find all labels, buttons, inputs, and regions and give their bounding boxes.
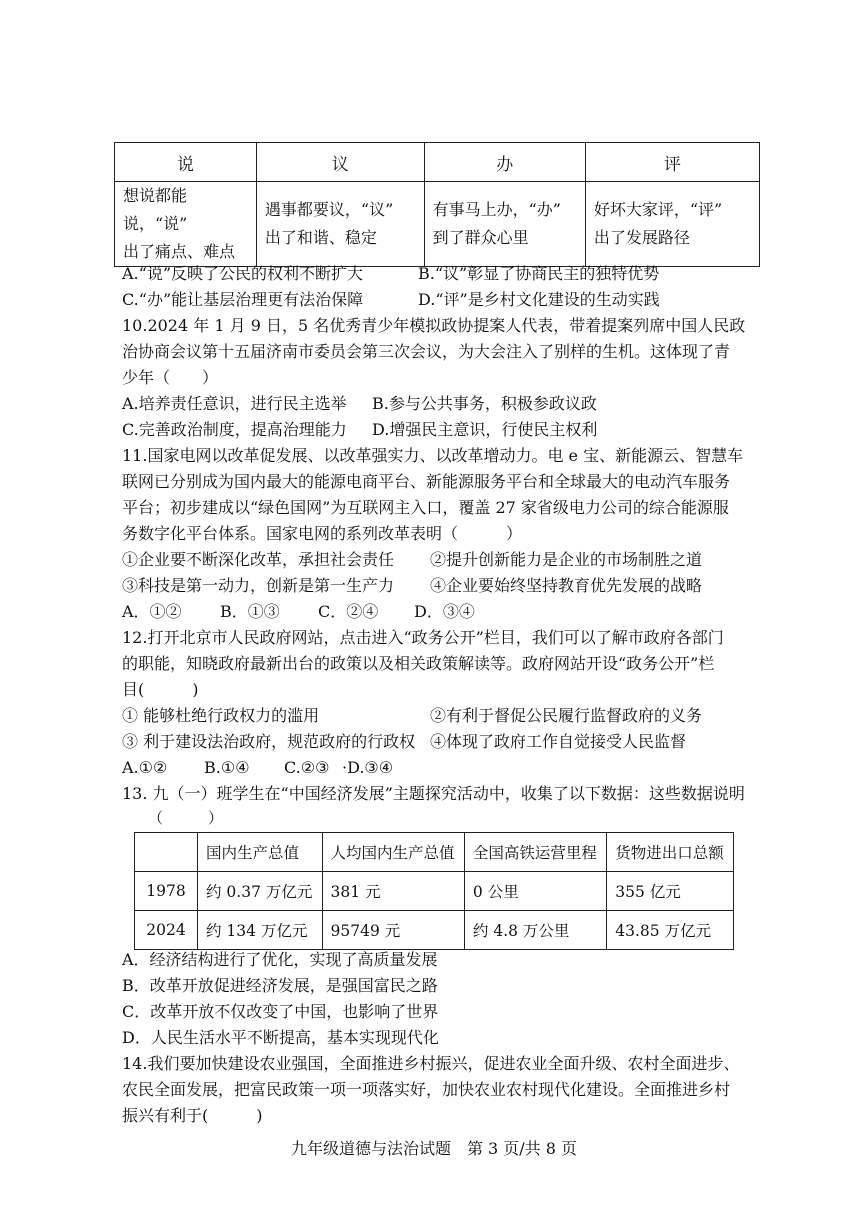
q9-option-c: C.“办”能让基层治理更有法治保障 (122, 290, 364, 309)
q12-option-d: ·D.③④ (342, 758, 394, 777)
table-cell: 约 0.37 万亿元 (198, 872, 323, 911)
q11-stem-line: 联网已分别成为国内最大的能源电商平台、新能源服务平台和全球最大的电动汽车服务 (122, 472, 731, 491)
q11-statement-3: ③科技是第一动力，创新是第一生产力 (122, 576, 395, 595)
table-cell (424, 182, 585, 267)
cell-line: 有事马上办，“办” (432, 200, 561, 219)
q10-stem-line: 少年（ ） (122, 368, 219, 387)
q10-option-a: A.培养责任意识，进行民主选举 (122, 394, 347, 413)
q12-option-a: A.①② (122, 758, 168, 777)
table-header-cell: 全国高铁运营里程 (464, 833, 606, 872)
table-header-cell: 人均国内生产总值 (322, 833, 464, 872)
table-header-cell: 国内生产总值 (198, 833, 323, 872)
q10-stem-line: 10.2024 年 1 月 9 日，5 名优秀青少年模拟政协提案人代表，带着提案列席中国人民政 (122, 316, 746, 335)
table-cell: 355 亿元 (607, 872, 734, 911)
q13-option-c: C．改革开放不仅改变了中国，也影响了世界 (122, 1002, 439, 1021)
q11-stem-line: 11.国家电网以改革促发展、以改革强实力、以改革增动力。电 e 宝、新能源云、智慧车 (122, 446, 744, 465)
q9-option-d: D.“评”是乡村文化建设的生动实践 (418, 290, 660, 309)
q13-stem-line: 13. 九（一）班学生在“中国经济发展”主题探究活动中，收集了以下数据：这些数据说明 (122, 784, 745, 803)
q12-statement-2: ②有利于督促公民履行监督政府的义务 (430, 706, 703, 725)
q12-option-b: B.①④ (204, 758, 250, 777)
q12-statement-3: ③ 利于建设法治政府，规范政府的行政权 (122, 732, 416, 751)
cell-line: 想说都能说，“说” (123, 186, 188, 233)
table-cell (256, 182, 424, 267)
q14-stem-line: 振兴有利于( ) (122, 1106, 263, 1125)
table-cell: 95749 元 (322, 911, 464, 950)
q13-answer-blank: （ ） (148, 809, 224, 827)
table-cell (585, 182, 759, 267)
q9-option-b: B.“议”彰显了协商民主的独特优势 (418, 264, 660, 283)
q10-option-c: C.完善政治制度，提高治理能力 (122, 420, 347, 439)
q11-option-c: C．②④ (318, 602, 379, 621)
q12-stem-line: 目( ) (122, 680, 199, 699)
table-header-cell: 办 (424, 143, 585, 182)
q9-option-a: A.“说”反映了公民的权利不断扩大 (122, 264, 364, 283)
table-cell (115, 182, 257, 267)
q12-stem-line: 的职能，知晓政府最新出台的政策以及相关政策解读等。政府网站开设“政务公开”栏 (122, 654, 715, 673)
table-cell: 约 4.8 万公里 (464, 911, 606, 950)
q10-stem-line: 治协商会议第十五届济南市委员会第三次会议，为大会注入了别样的生机。这体现了青 (122, 342, 731, 361)
page-footer: 九年级道德与法治试题 第 3 页/共 8 页 (290, 1139, 578, 1158)
table-header-cell: 说 (115, 143, 257, 182)
table-cell: 2024 (135, 911, 198, 950)
table-row (135, 872, 734, 911)
table-cell: 43.85 万亿元 (607, 911, 734, 950)
q14-stem-line: 14.我们要加快建设农业强国，全面推进乡村振兴，促进农业全面升级、农村全面进步、 (122, 1054, 740, 1073)
table-header-cell (135, 833, 198, 872)
table-header-cell: 货物进出口总额 (607, 833, 734, 872)
say-discuss-do-evaluate-table (114, 142, 760, 267)
q12-option-c: C.②③ (284, 758, 330, 777)
table-header-cell: 议 (256, 143, 424, 182)
q13-option-a: A．经济结构进行了优化，实现了高质量发展 (122, 950, 438, 969)
q12-stem-line: 12.打开北京市人民政府网站，点击进入“政务公开”栏目，我们可以了解市政府各部门 (122, 628, 724, 647)
economic-data-table (134, 832, 734, 950)
table-row (135, 911, 734, 950)
table-cell: 0 公里 (464, 872, 606, 911)
q13-option-d: D．人民生活水平不断提高，基本实现现代化 (122, 1028, 439, 1047)
cell-line: 遇事都要议，“议” (264, 200, 394, 219)
q11-option-b: B．①③ (220, 602, 280, 621)
q11-stem-line: 平台；初步建成以“绿色国网”为互联网主入口，覆盖 27 家省级电力公司的综合能源服 (122, 498, 729, 517)
cell-line: 出了痛点、难点 (123, 242, 236, 261)
table-header-cell: 评 (585, 143, 759, 182)
table-cell: 约 134 万亿元 (198, 911, 323, 950)
q11-stem-line: 务数字化平台体系。国家电网的系列改革表明（ ） (122, 524, 523, 543)
q11-statement-4: ④企业要始终坚持教育优先发展的战略 (430, 576, 703, 595)
q11-option-d: D．③④ (414, 602, 475, 621)
table-cell: 381 元 (322, 872, 464, 911)
q11-statement-2: ②提升创新能力是企业的市场制胜之道 (430, 550, 703, 569)
cell-line: 到了群众心里 (432, 228, 529, 247)
cell-line: 好坏大家评，“评” (593, 200, 723, 219)
q10-option-d: D.增强民主意识，行使民主权利 (372, 420, 598, 439)
cell-line: 出了和谐、稳定 (264, 228, 377, 247)
q13-option-b: B．改革开放促进经济发展，是强国富民之路 (122, 976, 438, 995)
q12-statement-1: ① 能够杜绝行政权力的滥用 (122, 706, 320, 725)
cell-line: 出了发展路径 (593, 228, 690, 247)
table-cell: 1978 (135, 872, 198, 911)
q14-stem-line: 农民全面发展，把富民政策一项一项落实好，加快农业农村现代化建设。全面推进乡村 (122, 1080, 731, 1099)
q10-option-b: B.参与公共事务，积极参政议政 (372, 394, 597, 413)
q11-statement-1: ①企业要不断深化改革，承担社会责任 (122, 550, 395, 569)
q12-statement-4: ④体现了政府工作自觉接受人民监督 (430, 732, 687, 751)
q11-option-a: A．①② (122, 602, 182, 621)
